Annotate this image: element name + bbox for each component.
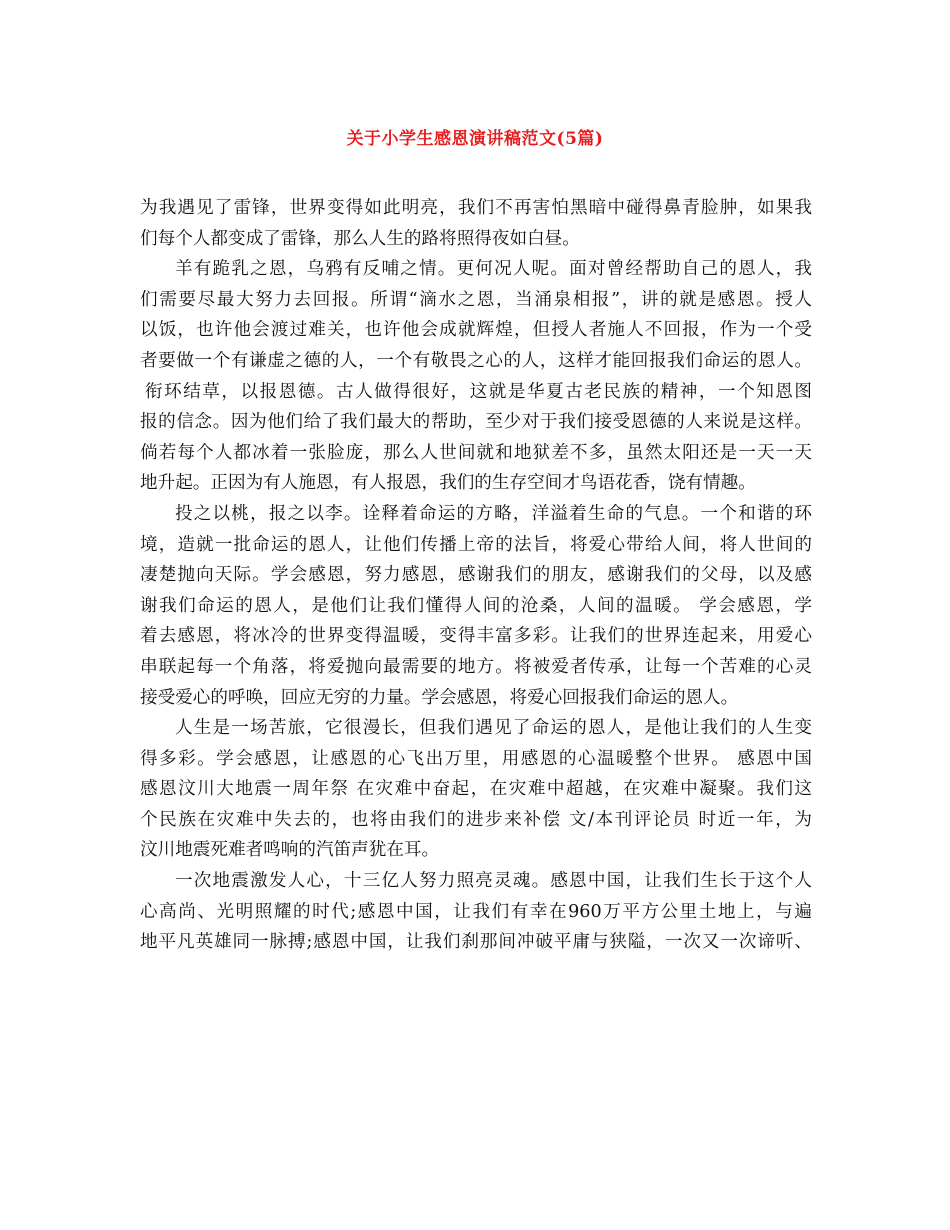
text-line: 们需要尽最大努力去回报。所谓“滴水之恩，当涌泉相报”，讲的就是感恩。授人	[140, 289, 812, 310]
text-line: 一次地震激发人心，十三亿人努力照亮灵魂。感恩中国，让我们生长于这个人	[175, 871, 812, 892]
text-line: 谢我们命运的恩人，是他们让我们懂得人间的沧桑，人间的温暖。 学会感恩，学	[140, 595, 812, 616]
text-line: 汶川地震死难者鸣响的汽笛声犹在耳。	[140, 840, 440, 861]
text-line: 接受爱心的呼唤，回应无穷的力量。学会感恩，将爱心回报我们命运的恩人。	[140, 687, 739, 708]
text-line: 着去感恩，将冰冷的世界变得温暖，变得丰富多彩。让我们的世界连起来，用爱心	[140, 626, 812, 647]
text-line: 心高尚、光明照耀的时代;感恩中国，让我们有幸在960万平方公里土地上，与遍	[140, 901, 812, 922]
text-line: 报的信念。因为他们给了我们最大的帮助，至少对于我们接受恩德的人来说是这样。	[140, 412, 812, 433]
text-line: 个民族在灾难中失去的，也将由我们的进步来补偿 文/本刊评论员 时近一年，为	[140, 809, 812, 830]
text-line: 羊有跪乳之恩，乌鸦有反哺之情。更何况人呢。面对曾经帮助自己的恩人，我	[175, 259, 812, 280]
text-line: 们每个人都变成了雷锋，那么人生的路将照得夜如白昼。	[140, 228, 580, 249]
text-line: 倘若每个人都冰着一张脸庞，那么人世间就和地狱差不多，虽然太阳还是一天一天	[140, 442, 812, 463]
text-line: 投之以桃，报之以李。诠释着命运的方略，洋溢着生命的气息。一个和谐的环	[175, 503, 812, 524]
text-line: 地升起。正因为有人施恩，有人报恩，我们的生存空间才鸟语花香，饶有情趣。	[140, 473, 756, 494]
text-line: 凄楚抛向天际。学会感恩，努力感恩，感谢我们的朋友，感谢我们的父母，以及感	[140, 565, 812, 586]
text-line: 者要做一个有谦虚之德的人，一个有敬畏之心的人，这样才能回报我们命运的恩人。	[140, 350, 812, 371]
text-line: 衔环结草，以报恩德。古人做得很好，这就是华夏古老民族的精神，一个知恩图	[145, 381, 812, 402]
text-line: 以饭，也许他会渡过难关，也许他会成就辉煌，但授人者施人不回报，作为一个受	[140, 320, 812, 341]
document-body	[140, 193, 812, 958]
text-line: 感恩汶川大地震一周年祭 在灾难中奋起，在灾难中超越，在灾难中凝聚。我们这	[140, 779, 812, 800]
text-line: 得多彩。学会感恩，让感恩的心飞出万里，用感恩的心温暖整个世界。 感恩中国	[140, 748, 812, 769]
document-title: 关于小学生感恩演讲稿范文(5篇)	[346, 129, 604, 149]
text-line: 人生是一场苦旅，它很漫长，但我们遇见了命运的恩人，是他让我们的人生变	[175, 718, 812, 739]
text-line: 为我遇见了雷锋，世界变得如此明亮，我们不再害怕黑暗中碰得鼻青脸肿，如果我	[140, 198, 812, 218]
text-line: 串联起每一个角落，将爱抛向最需要的地方。将被爱者传承，让每一个苦难的心灵	[140, 656, 812, 677]
text-line: 地平凡英雄同一脉搏;感恩中国，让我们刹那间冲破平庸与狭隘，一次又一次谛听、	[140, 932, 812, 953]
text-line: 境，造就一批命运的恩人，让他们传播上帝的法旨，将爱心带给人间，将人世间的	[140, 534, 812, 555]
